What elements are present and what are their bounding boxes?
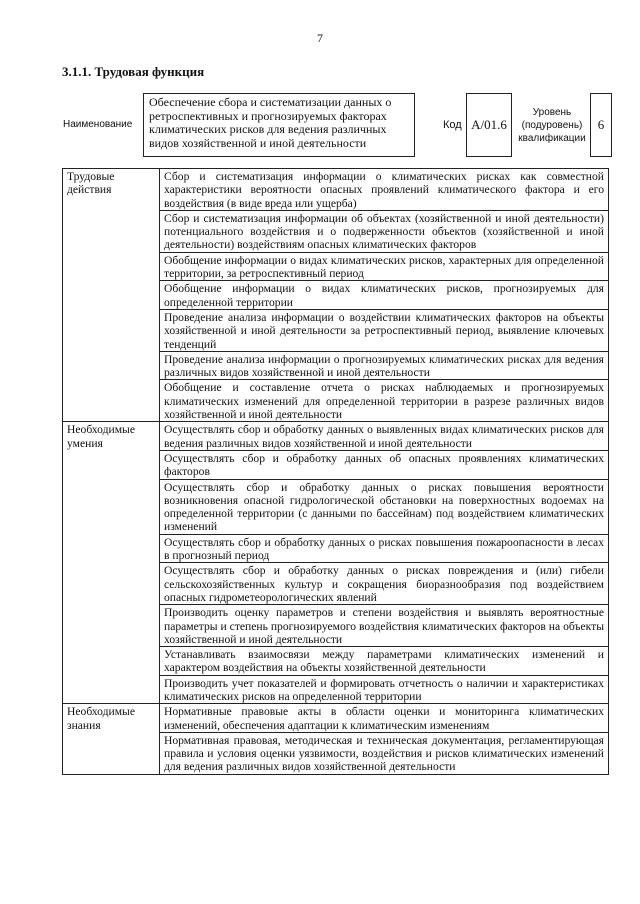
item-text: Производить учет показателей и формировать отчетность о наличии и характеристиках климатических рисков на определенной территории: [160, 675, 609, 704]
function-table: [62, 168, 609, 775]
item-text: Обобщение информации о видах климатических рисков, прогнозируемых для определенной территории: [160, 281, 609, 310]
item-text: Нормативная правовая, методическая и техническая документация, регламентирующая правила и условия оценки уязвимости, воздействия и рисков климатических изменений для ведения различных видов хозяйственной деятельности: [160, 732, 609, 774]
qualification-level: 6: [590, 93, 612, 157]
page-number: 7: [317, 31, 323, 45]
table-row: [63, 169, 609, 211]
item-text: Нормативные правовые акты в области оценки и мониторинга климатических изменений, обеспечения адаптации к климатическим изменениям: [160, 704, 609, 733]
section-title: 3.1.1. Трудовая функция: [62, 64, 205, 79]
item-text: Производить оценку параметров и степени воздействия и выявлять вероятностные параметры и степень прогнозируемого воздействия климатических факторов на объекты хозяйственной и иной деятельности: [160, 605, 609, 647]
item-text: Обобщение информации о видах климатических рисков, характерных для определенной территории, за ретроспективный период: [160, 252, 609, 281]
function-name: Обеспечение сбора и систематизации данных о ретроспективных и прогнозируемых факторах климатических рисков для ведения различных видов хозяйственной и иной деятельности: [143, 93, 415, 157]
item-text: Проведение анализа информации о прогнозируемых климатических рисках для ведения различных видов хозяйственной и иной деятельности: [160, 351, 609, 380]
table-row: [63, 422, 609, 451]
code-label: Код: [443, 119, 462, 131]
item-text: Осуществлять сбор и обработку данных о рисках повышения пожароопасности в лесах в прогнозный период: [160, 534, 609, 563]
item-text: Проведение анализа информации о воздействии климатических факторов на объекты хозяйственной и иной деятельности за ретроспективный период, выявление ключевых тенденций: [160, 309, 609, 351]
item-text: Обобщение и составление отчета о рисках наблюдаемых и прогнозируемых климатических изменений для определенной территории в разрезе различных видов хозяйственной и иной деятельности: [160, 380, 609, 422]
item-text: Осуществлять сбор и обработку данных о выявленных видах климатических рисков для ведения различных видов хозяйственной и иной деятельности: [160, 422, 609, 451]
name-label: Наименование: [63, 119, 133, 130]
function-code: А/01.6: [466, 93, 512, 157]
category-label: Необходимые умения: [63, 422, 160, 704]
item-text: Сбор и систематизация информации о климатических рисках как совместной характеристики вероятности опасных проявлений климатического фактора и его воздействия (в виде вреда или ущерба): [160, 169, 609, 211]
category-label: Необходимые знания: [63, 704, 160, 774]
item-text: Устанавливать взаимосвязи между параметрами климатических изменений и характером воздействия на объекты хозяйственной деятельности: [160, 647, 609, 676]
table-row: [63, 704, 609, 733]
category-label: Трудовые действия: [63, 169, 160, 422]
item-text: Осуществлять сбор и обработку данных о рисках повреждения и (или) гибели сельскохозяйственных культур и сокращения биоразнообразия под воздействием опасных гидрометеорологических явлений: [160, 563, 609, 605]
item-text: Осуществлять сбор и обработку данных об опасных проявлениях климатических факторов: [160, 450, 609, 479]
level-label: Уровень (подуровень) квалификации: [518, 107, 586, 144]
item-text: Осуществлять сбор и обработку данных о рисках повышения вероятности возникновения опасной гидрологической обстановки на поверхностных водоемах на определенной территории (с данными по бассейнам) под воздействием климатических изменений: [160, 479, 609, 534]
item-text: Сбор и систематизация информации об объектах (хозяйственной и иной деятельности) потенциального воздействия и о подверженности объектов (хозяйственной и иной деятельности) воздействиям опасных климатических факторов: [160, 210, 609, 252]
